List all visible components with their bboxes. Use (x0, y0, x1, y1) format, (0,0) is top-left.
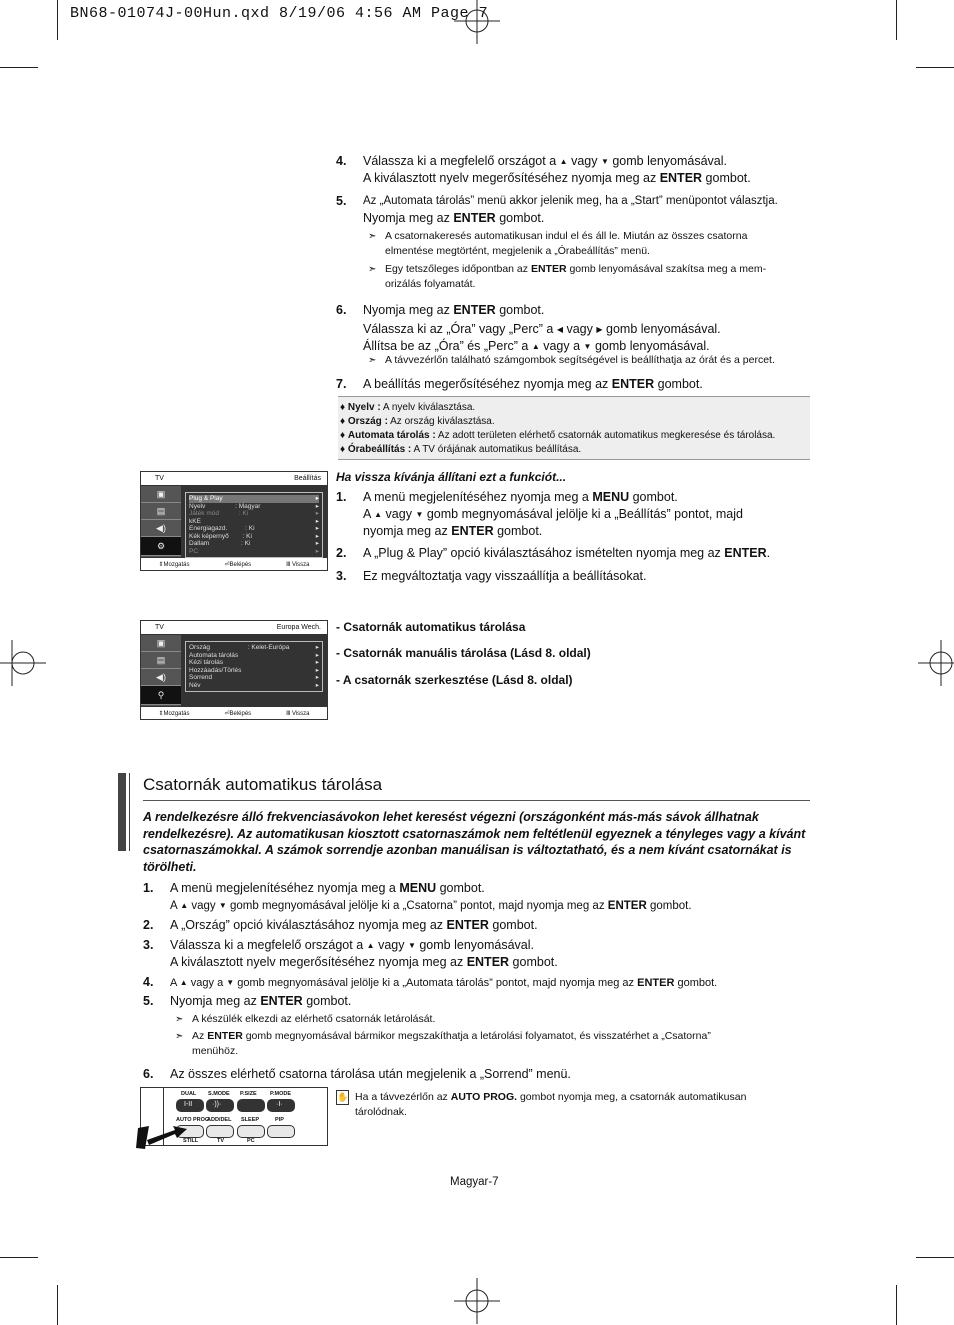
section-marker-gap (126, 773, 129, 851)
menu-item[interactable]: Plug & Play ▸ (189, 495, 319, 502)
picture-icon: ▣ (141, 635, 181, 652)
note-arrow-icon: ➣ (175, 1014, 184, 1025)
note-arrow-icon: ➣ (368, 355, 377, 366)
note-arrow-icon: ➣ (368, 231, 377, 242)
up-arrow-icon (180, 900, 188, 912)
info-row: ♦ Órabeállítás : A TV órájának automatikus beállítása. (340, 444, 582, 455)
step-5: 5. Az „Automata tárolás” menü akkor jelenik meg, ha a „Start” menüpontot választja. Nyomja meg az ENTER gombot. (336, 194, 778, 225)
menu-item[interactable]: Ország : Kelet-Európa ▸ (189, 644, 319, 651)
sound-icon: ◀) (141, 520, 181, 537)
note-5b: ➣ Egy tetszőleges időpontban az ENTER gomb lenyomásával szakítsa meg a mem- orizálás folyamatát. (368, 263, 767, 290)
menu-footer: ⇕Mozgatás ⏎Belépés Ⅲ Vissza (141, 706, 327, 719)
pip-button[interactable] (267, 1125, 295, 1138)
menu-item[interactable]: Játék mód : Ki ▸ (189, 510, 319, 517)
down-arrow-icon (584, 339, 592, 353)
registration-mark-right (918, 640, 954, 686)
menu-item[interactable]: Hozzáadás/Törlés ▸ (189, 666, 319, 674)
pmode-button[interactable]: ·I· (267, 1099, 295, 1112)
info-box (338, 396, 810, 460)
remote-label: AUTO PROG. (176, 1117, 211, 1123)
tip-text: Ha a távvezérlőn az AUTO PROG. gombot nyomja meg, a csatornák automatikusan tárolódnak. (355, 1091, 747, 1118)
menu-sidebar (141, 486, 181, 557)
step-7: 7. A beállítás megerősítéséhez nyomja meg az ENTER gombot. (336, 377, 703, 391)
psize-button[interactable] (237, 1099, 265, 1112)
info-row: ♦ Nyelv : A nyelv kiválasztása. (340, 402, 476, 413)
menu-sidebar (141, 635, 181, 706)
remote-label: SLEEP (241, 1117, 260, 1123)
menu-item[interactable]: PC ▸ (189, 547, 319, 555)
menu-tv-label: TV (155, 624, 164, 631)
down-arrow-icon (415, 507, 423, 521)
section-step-6: 6. Az összes elérhető csatorna tárolása után megjelenik a „Sorrend” menü. (143, 1067, 571, 1081)
menu-title: Beállítás (294, 475, 321, 482)
step-6: 6. Nyomja meg az ENTER gombot. Válassza ki az „Óra” vagy „Perc” a ◀ vagy ▶ gomb lenyomásával. Állítsa be az „Óra” és „Perc” a ▲ vagy a ▼ gomb lenyomásával. (336, 302, 816, 355)
tip-icon: ✋ (336, 1090, 349, 1105)
down-arrow-icon (226, 977, 234, 989)
up-arrow-icon (532, 339, 540, 353)
info-row: ♦ Automata tárolás : Az adott területen elérhető csatornák automatikus megkeresése és tárolása. (340, 430, 776, 441)
crop-mark (0, 1257, 38, 1258)
menu-item[interactable]: Kék képernyő : Ki ▸ (189, 532, 319, 540)
crop-mark (57, 0, 58, 40)
down-arrow-icon (408, 938, 416, 952)
up-arrow-icon (374, 507, 382, 521)
remote-label: PC (247, 1138, 255, 1144)
section-divider (143, 800, 810, 801)
crop-mark (896, 1285, 897, 1325)
pointer-arrow-icon (135, 1118, 200, 1150)
tv-menu-setup (140, 471, 328, 571)
crop-mark (57, 1285, 58, 1325)
channel-icon: ▤ (141, 652, 181, 669)
note-arrow-icon: ➣ (175, 1031, 184, 1042)
menu-item[interactable]: Nyelv : Magyar ▸ (189, 502, 319, 510)
reset-step-1: 1. A menü megjelenítéséhez nyomja meg a MENU gombot. A ▲ vagy ▼ gomb megnyomásával jelölje ki a „Beállítás” pontot, majd nyomja meg az ENTER gombot. (336, 489, 816, 540)
menu-item[interactable]: Sorrend ▸ (189, 674, 319, 681)
menu-item[interactable]: Energiagazd. : Ki ▸ (189, 525, 319, 532)
remote-label: TV (217, 1138, 225, 1144)
crop-mark (0, 67, 38, 68)
section-note-5b: ➣ Az ENTER gomb megnyomásával bármikor megszakíthatja a letárolási folyamatot, és visszatérhet a „Csatorna” menühöz. (175, 1030, 711, 1057)
print-header: BN68-01074J-00Hun.qxd 8/19/06 4:56 AM Page 7 (70, 5, 489, 22)
channel-icon: ▤ (141, 503, 181, 520)
menu-item[interactable]: Automata tárolás ▸ (189, 651, 319, 659)
remote-label: P.SIZE (240, 1091, 257, 1097)
down-arrow-icon (601, 154, 609, 168)
menu-tv-label: TV (155, 475, 164, 482)
link-manual-store: - Csatornák manuális tárolása (Lásd 8. oldal) (336, 646, 591, 660)
note-6: ➣ A távvezérlőn található számgombok segítségével is beállíthatja az órát és a percet. (368, 354, 775, 366)
section-step-3: 3. Válassza ki a megfelelő országot a ▲ vagy ▼ gomb lenyomásával. A kiválasztott nyelv megerősítéséhez nyomja meg az ENTER gombot. (143, 937, 823, 971)
crop-mark (916, 67, 954, 68)
up-arrow-icon (560, 154, 568, 168)
reset-step-3: 3. Ez megváltoztatja vagy visszaállítja a beállításokat. (336, 569, 647, 583)
smode-button[interactable]: ·))· (206, 1099, 234, 1112)
section-note-5a: ➣ A készülék elkezdi az elérhető csatornák letárolását. (175, 1013, 436, 1025)
menu-footer: ⇕Mozgatás ⏎Belépés Ⅲ Vissza (141, 557, 327, 570)
section-step-1: 1. A menü megjelenítéséhez nyomja meg a MENU gombot. A ▲ vagy ▼ gomb megnyomásával jelölje ki a „Csatorna” pontot, majd nyomja meg az ENTER gombot. (143, 880, 823, 915)
menu-item[interactable]: Kézi tárolás ▸ (189, 659, 319, 666)
setup-icon: ⚙ (141, 537, 181, 556)
remote-label: ADD/DEL (207, 1117, 232, 1123)
up-arrow-icon (367, 938, 375, 952)
section-intro: A rendelkezésre álló frekvenciasávokon lehet keresést végezni (országonként más-más sávok állhatnak rendelkezésre). Az automatikusan kiosztott csatornaszámok nem feltétlenül egyeznek a tényleges vagy a kívánt csatornaszámokkal. A számok sorrendje azonban manuálisan is változtatható, és a nem kívánt csatornákat is törölheti. (143, 810, 806, 874)
registration-mark-left (0, 640, 46, 686)
sound-icon: ◀) (141, 669, 181, 686)
picture-icon: ▣ (141, 486, 181, 503)
crop-mark (916, 1257, 954, 1258)
right-arrow-icon (596, 322, 602, 336)
section-step-2: 2. A „Ország” opció kiválasztásához nyomja meg az ENTER gombot. (143, 918, 538, 932)
section-title: Csatornák automatikus tárolása (143, 775, 383, 794)
remote-label: P.MODE (270, 1091, 291, 1097)
section-step-5: 5. Nyomja meg az ENTER gombot. (143, 994, 352, 1008)
info-row: ♦ Ország : Az ország kiválasztása. (340, 416, 495, 427)
step-4: 4. Válassza ki a megfelelő országot a ▲ vagy ▼ gomb lenyomásával. A kiválasztott nyelv megerősítéséhez nyomja meg az ENTER gombot. (336, 153, 816, 187)
registration-mark-bottom (454, 1278, 500, 1324)
menu-item[interactable]: kKE ▸ (189, 517, 319, 525)
crop-mark (896, 0, 897, 40)
link-edit-channels: - A csatornák szerkesztése (Lásd 8. oldal) (336, 673, 573, 687)
left-arrow-icon (557, 322, 563, 336)
reset-heading: Ha vissza kívánja állítani ezt a funkciót... (336, 470, 567, 484)
add-del-button[interactable] (206, 1125, 234, 1138)
reset-step-2: 2. A „Plug & Play” opció kiválasztásához ismételten nyomja meg az ENTER. (336, 546, 771, 560)
remote-label: S.MODE (208, 1091, 230, 1097)
sleep-button[interactable] (237, 1125, 265, 1138)
note-5a: ➣ A csatornakeresés automatikusan indul el és áll le. Miután az összes csatorna elmentése megtörtént, megjelenik a „Órabeállítás” menü. (368, 230, 748, 257)
up-arrow-icon (180, 977, 188, 989)
down-arrow-icon (219, 900, 227, 912)
menu-title: Europa Wech. (276, 624, 321, 631)
tv-menu-channel (140, 620, 328, 720)
page-number: Magyar-7 (450, 1176, 499, 1188)
remote-label: PIP (275, 1117, 284, 1123)
remote-label: STILL (183, 1138, 199, 1144)
menu-item[interactable]: Név ▸ (189, 681, 319, 689)
menu-item[interactable]: Dallam : Ki ▸ (189, 540, 319, 547)
antenna-icon: ⚲ (141, 686, 181, 705)
dual-button[interactable]: I-II (176, 1099, 204, 1112)
remote-label: DUAL (181, 1091, 197, 1097)
link-auto-store: - Csatornák automatikus tárolása (336, 620, 526, 634)
note-arrow-icon: ➣ (368, 264, 377, 275)
section-step-4: 4. A ▲ vagy a ▼ gomb megnyomásával jelölje ki a „Automata tárolás” pontot, majd nyomja meg az ENTER gombot. (143, 974, 833, 992)
